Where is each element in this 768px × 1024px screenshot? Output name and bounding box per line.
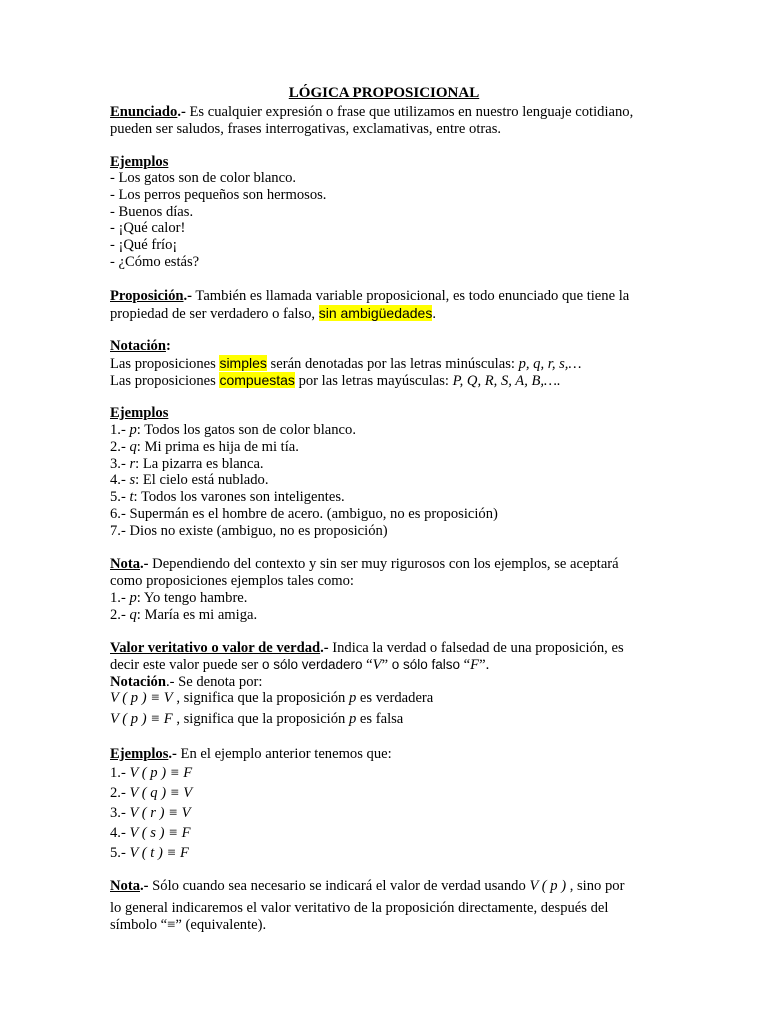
valor-notacion-term: Notación [110, 674, 166, 690]
example-text: Supermán es el hombre de acero. (ambiguo, no es proposición) [129, 506, 498, 522]
nota2-text-1a: Sólo cuando sea necesario se indicará el valor de verdad usando [148, 878, 530, 894]
highlight-compuestas: compuestas [219, 372, 295, 388]
example-num: 3.- [110, 805, 130, 821]
example-num: 4.- [110, 472, 130, 488]
example-num: 2.- [110, 439, 130, 455]
example-num: 2.- [110, 607, 130, 623]
nota2-line-2: lo general indicaremos el valor veritativo de la proposición directamente, después del [110, 900, 609, 916]
example-var: q [129, 607, 137, 623]
ejemplos-heading-1: Ejemplos [110, 154, 169, 170]
notacion-text-2a: Las proposiciones [110, 373, 220, 389]
proposicion-example [110, 506, 498, 523]
nota-example [110, 590, 247, 607]
valor-example [110, 823, 191, 843]
ejemplos-heading-2: Ejemplos [110, 405, 169, 421]
example-text: Dios no existe (ambiguo, no es proposición) [129, 523, 388, 539]
valor-text-2a: decir este valor puede ser [110, 657, 262, 673]
example-num: 3.- [110, 456, 130, 472]
valor-formula-line-1 [110, 688, 433, 708]
ejemplos-sep: .- [168, 746, 177, 762]
ejemplos-term: Ejemplos [110, 746, 169, 762]
example-text: : La pizarra es blanca. [135, 456, 264, 472]
example-var: t [129, 489, 134, 505]
valor-text-1: Indica la verdad o falsedad de una proposición, es [328, 640, 624, 656]
valor-example [110, 763, 192, 783]
page-title: LÓGICA PROPOSICIONAL [288, 85, 480, 101]
quote-open: “ [362, 657, 373, 673]
example-num: 2.- [110, 785, 130, 801]
proposicion-example [110, 523, 388, 540]
formula: V ( r ) ≡ V [129, 805, 191, 821]
example-text: : Todos los varones son inteligentes. [133, 489, 345, 505]
enunciado-sep: .- [177, 104, 186, 120]
notacion-heading [110, 338, 171, 355]
formula-end: es verdadera [356, 690, 434, 706]
proposicion-example [110, 439, 299, 456]
nota2-line-3: símbolo “≡” (equivalente). [110, 917, 267, 933]
valor-line-1 [110, 640, 624, 657]
ejemplo-item: - ¿Cómo estás? [110, 254, 200, 270]
proposicion-line-1 [110, 288, 629, 305]
nota-text-1: Dependiendo del contexto y sin ser muy rigurosos con los ejemplos, se aceptará [148, 556, 619, 572]
formula: V ( p ) ≡ F [110, 711, 173, 727]
example-text: : María es mi amiga. [136, 607, 258, 623]
valor-term: Valor veritativo o valor de verdad [110, 640, 321, 656]
valor-line-2 [110, 657, 489, 674]
proposicion-line-2 [110, 305, 436, 323]
formula: V ( p ) ≡ F [129, 765, 193, 781]
formula-var: p [348, 711, 357, 727]
example-num: 6.- [110, 506, 130, 522]
proposicion-term: Proposición [110, 288, 184, 304]
example-num: 1.- [110, 765, 130, 781]
value-v: V [372, 657, 382, 673]
formula-text: , significa que la proposición [172, 690, 349, 706]
enunciado-term: Enunciado [110, 104, 178, 120]
formula: V ( t ) ≡ F [129, 845, 189, 861]
example-num: 5.- [110, 845, 130, 861]
nota-sep: .- [140, 556, 149, 572]
notacion-text-2b: por las letras mayúsculas: [294, 373, 453, 389]
formula-end: es falsa [356, 711, 404, 727]
example-var: q [129, 439, 137, 455]
value-f: F [470, 657, 480, 673]
notacion-line-1 [110, 355, 581, 373]
proposicion-sep: .- [183, 288, 193, 304]
enunciado-line-1 [110, 104, 633, 121]
proposicion-text-2a: propiedad de ser verdadero o falso, [110, 306, 319, 322]
highlight-sin-ambiguedades: sin ambigüedades [318, 305, 433, 321]
nota-term: Nota [110, 556, 140, 572]
example-text: : Mi prima es hija de mi tía. [136, 439, 299, 455]
notacion-line-2 [110, 372, 561, 390]
ejemplo-item: - Buenos días. [110, 204, 194, 220]
notacion-colon: : [165, 338, 171, 354]
formula: V ( s ) ≡ F [129, 825, 191, 841]
proposicion-example [110, 456, 264, 473]
proposicion-example [110, 489, 345, 506]
example-num: 1.- [110, 590, 130, 606]
nota-line-2: como proposiciones ejemplos tales como: [110, 573, 354, 589]
valor-notacion-text: .- Se denota por: [165, 674, 263, 690]
valor-formula-line-2 [110, 709, 403, 729]
example-text: : El cielo está nublado. [135, 472, 269, 488]
ejemplo-item: - ¡Qué calor! [110, 220, 186, 236]
formula: V ( q ) ≡ V [129, 785, 193, 801]
quote-close: ”. [479, 657, 490, 673]
example-var: r [129, 456, 136, 472]
ejemplo-item: - Los gatos son de color blanco. [110, 170, 297, 186]
enunciado-text-1: Es cualquier expresión o frase que utilizamos en nuestro lenguaje cotidiano, [185, 104, 634, 120]
nota2-text-1b: , sino por [566, 878, 625, 894]
example-num: 1.- [110, 422, 130, 438]
example-text: : Yo tengo hambre. [136, 590, 248, 606]
valor-example [110, 843, 189, 863]
ejemplo-item: - ¡Qué frío¡ [110, 237, 178, 253]
example-num: 4.- [110, 825, 130, 841]
nota-example [110, 607, 257, 624]
nota2-line-1 [110, 878, 624, 895]
example-text: : Todos los gatos son de color blanco. [136, 422, 356, 438]
notacion-term: Notación [110, 338, 166, 354]
notacion-text-1a: Las proposiciones [110, 356, 220, 372]
valor-sans-2: o sólo falso [391, 657, 461, 672]
formula-var: p [348, 690, 357, 706]
highlight-simples: simples [219, 355, 267, 371]
example-var: s [129, 472, 136, 488]
example-var: p [129, 422, 137, 438]
notacion-text-1b: serán denotadas por las letras minúsculas: [266, 356, 519, 372]
example-num: 5.- [110, 489, 130, 505]
valor-sep: .- [320, 640, 329, 656]
valor-example [110, 783, 192, 803]
ejemplos-text: En el ejemplo anterior tenemos que: [176, 746, 392, 762]
notacion-vars-2: P, Q, R, S, A, B,…. [452, 373, 561, 389]
valor-sans-1: o sólo verdadero [261, 657, 363, 672]
ejemplos-heading-3 [110, 746, 392, 763]
example-var: p [129, 590, 137, 606]
proposicion-example [110, 472, 269, 489]
proposicion-text-2b: . [432, 306, 436, 322]
proposicion-example [110, 422, 356, 439]
quote-close: ” [381, 657, 392, 673]
nota2-term: Nota [110, 878, 140, 894]
quote-open: “ [460, 657, 471, 673]
nota2-sep: .- [140, 878, 149, 894]
formula: V ( p ) ≡ V [110, 690, 173, 706]
example-num: 7.- [110, 523, 130, 539]
notacion-vars-1: p, q, r, s,… [518, 356, 582, 372]
proposicion-text-1: También es llamada variable proposicional, es todo enunciado que tiene la [192, 288, 630, 304]
valor-example [110, 803, 191, 823]
formula-text: , significa que la proposición [172, 711, 349, 727]
nota-line-1 [110, 556, 619, 573]
enunciado-line-2: pueden ser saludos, frases interrogativas, exclamativas, entre otras. [110, 121, 502, 137]
formula: V ( p ) [529, 878, 567, 894]
ejemplo-item: - Los perros pequeños son hermosos. [110, 187, 327, 203]
